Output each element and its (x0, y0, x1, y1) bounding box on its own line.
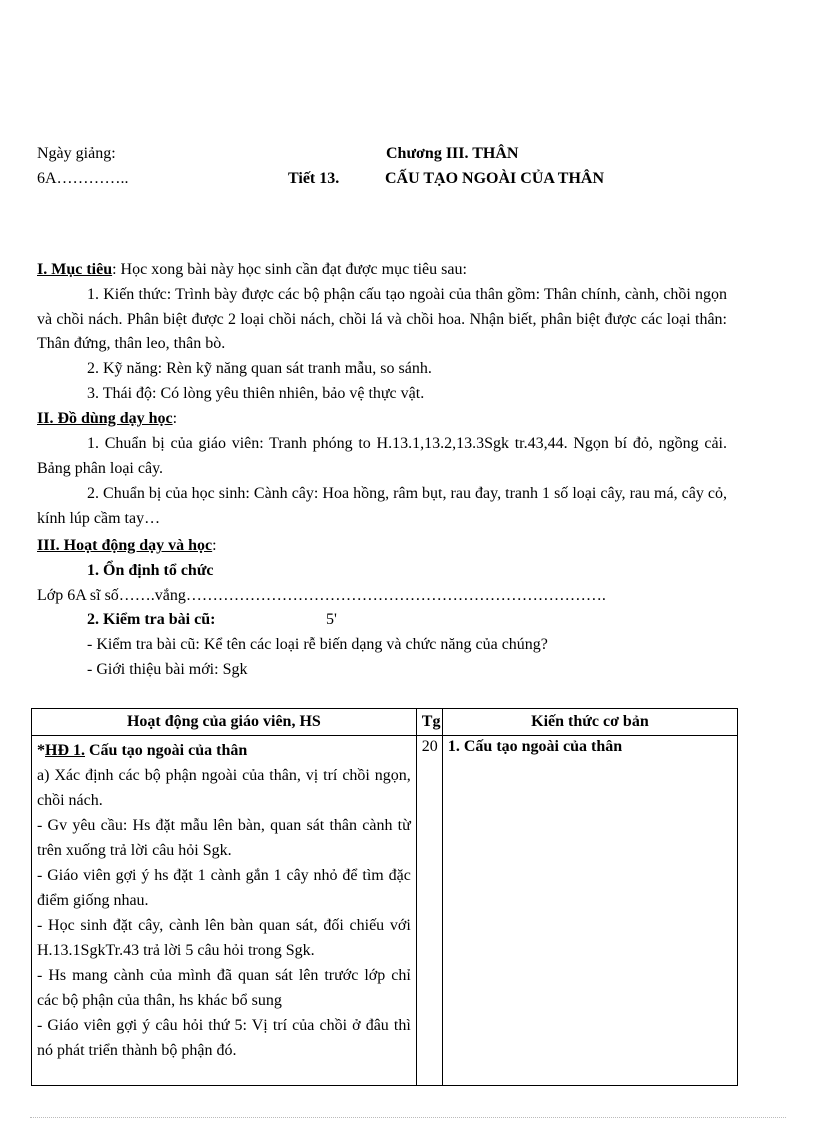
page-bottom-divider (30, 1117, 786, 1118)
objective-skills: 2. Kỹ năng: Rèn kỹ năng quan sát tranh mẫu, so sánh. (87, 360, 432, 377)
lesson-number: Tiết 13. (288, 170, 340, 187)
header-activity: Hoạt động của giáo viên, HS (32, 709, 417, 736)
check-time: 5' (326, 611, 337, 628)
activity-title-text: Cấu tạo ngoài của thân (85, 742, 248, 759)
check-old-lesson-label: 2. Kiểm tra bài cũ: (87, 611, 216, 628)
activity-line: - Giáo viên gợi ý hs đặt 1 cành gắn 1 cây nhỏ để tìm đặc điểm giống nhau. (37, 867, 411, 909)
table-header-row (32, 709, 738, 736)
activity-line: a) Xác định các bộ phận ngoài của thân, vị trí chồi ngọn, chồi nách. (37, 767, 411, 809)
section3-colon: : (212, 537, 217, 554)
section2-colon: : (172, 410, 178, 427)
header-knowledge: Kiến thức cơ bản (442, 709, 737, 736)
activity-line: - Giáo viên gợi ý câu hỏi thứ 5: Vị trí của chồi ở đâu thì nó phát triển thành bộ phận đó. (37, 1017, 411, 1059)
section1-heading: I. Mục tiêu (37, 261, 113, 278)
section2-heading: II. Đồ dùng dạy học (37, 410, 173, 427)
time-cell: 20 (416, 736, 442, 1086)
class-label: 6A………….. (37, 170, 129, 187)
introduce-new-lesson: - Giới thiệu bài mới: Sgk (87, 661, 248, 678)
activity-hd: HĐ 1. (45, 742, 85, 759)
header-time: Tg (416, 709, 442, 736)
activity-title (37, 738, 411, 763)
table-row (32, 736, 738, 1086)
student-preparation: 2. Chuẩn bị của học sinh: Cành cây: Hoa hồng, râm bụt, rau đay, tranh 1 số loại cây, rau má, cây cỏ, kính lúp cầm tay… (37, 485, 727, 527)
section2-heading-line (37, 407, 177, 431)
activity-line: - Hs mang cành của mình đã quan sát lên trước lớp chỉ các bộ phận của thân, hs khác bổ sung (37, 967, 411, 1009)
activity-cell (32, 736, 417, 1086)
section3-heading: III. Hoạt động dạy và học (37, 537, 213, 554)
activity-prefix: * (37, 742, 45, 759)
section1-heading-line (37, 258, 467, 282)
lesson-activity-table (31, 708, 738, 1086)
stabilize-class: 1. Ổn định tổ chức (87, 562, 214, 579)
activity-line: - Gv yêu cầu: Hs đặt mẫu lên bàn, quan sát thân cành từ trên xuống trả lời câu hỏi Sgk. (37, 817, 411, 859)
knowledge-cell: 1. Cấu tạo ngoài của thân (442, 736, 737, 1086)
objective-attitude: 3. Thái độ: Có lòng yêu thiên nhiên, bảo vệ thực vật. (87, 385, 425, 402)
activity-line: - Học sinh đặt cây, cành lên bàn quan sát, đối chiếu với H.13.1SgkTr.43 trả lời 5 câu hỏi trong Sgk. (37, 917, 411, 959)
attendance-line: Lớp 6A sĩ số…….vắng……………………………………………………………………. (37, 587, 606, 604)
lesson-title: CẤU TẠO NGOÀI CỦA THÂN (385, 170, 604, 187)
teacher-preparation: 1. Chuẩn bị của giáo viên: Tranh phóng to H.13.1,13.2,13.3Sgk tr.43,44. Ngọn bí đỏ, ngồng cải. Bảng phân loại cây. (37, 435, 727, 477)
objective-knowledge: 1. Kiến thức: Trình bày được các bộ phận cấu tạo ngoài của thân gồm: Thân chính, cành, chồi ngọn và chồi nách. Phân biệt được 2 loại chồi nách, chồi lá và chồi hoa. Nhận biết, phân biệt được các loại thân: Thân đứng, thân leo, thân bò. (37, 286, 727, 353)
section3-heading-line (37, 534, 217, 558)
chapter-title: Chương III. THÂN (386, 145, 519, 162)
check-question: - Kiểm tra bài cũ: Kể tên các loại rễ biến dạng và chức năng của chúng? (87, 636, 548, 653)
section1-intro: : Học xong bài này học sinh cần đạt được mục tiêu sau: (112, 261, 467, 278)
teaching-date-label: Ngày giảng: (37, 145, 116, 162)
